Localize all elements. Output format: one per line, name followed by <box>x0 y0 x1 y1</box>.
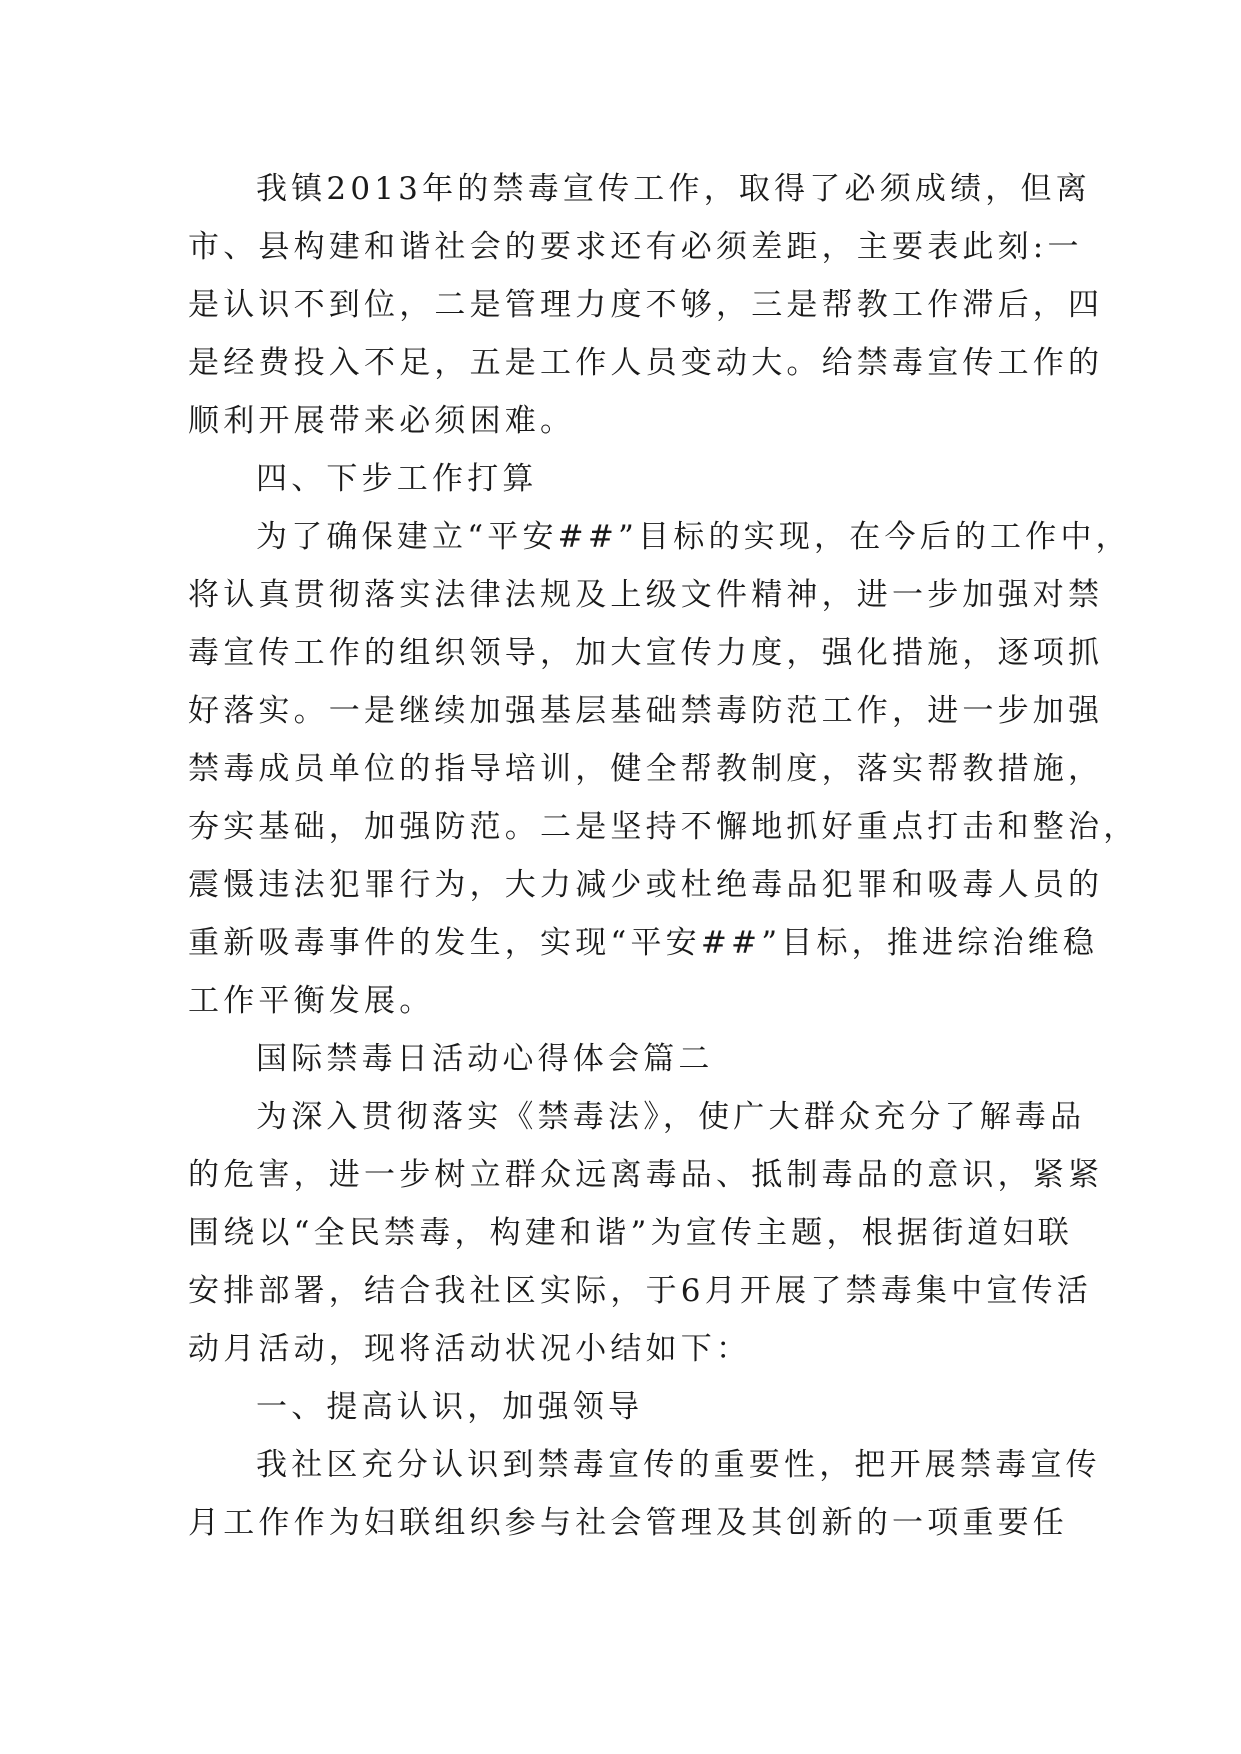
paragraph-line: 动月活动，现将活动状况小结如下： <box>188 1331 752 1367</box>
paragraph-line: 的危害，进一步树立群众远离毒品、抵制毒品的意识，紧紧 <box>188 1157 1104 1193</box>
paragraph-line: 将认真贯彻落实法律法规及上级文件精神，进一步加强对禁 <box>188 577 1104 613</box>
paragraph-line: 我社区充分认识到禁毒宣传的重要性，把开展禁毒宣传 <box>256 1447 1101 1483</box>
paragraph-line: 工作平衡发展。 <box>188 983 435 1019</box>
paragraph-line: 顺利开展带来必须困难。 <box>188 403 576 439</box>
paragraph-line: 是经费投入不足，五是工作人员变动大。给禁毒宣传工作的 <box>188 345 1104 381</box>
paragraph-line: 好落实。一是继续加强基层基础禁毒防范工作，进一步加强 <box>188 693 1104 729</box>
paragraph-line: 为深入贯彻落实《禁毒法》，使广大群众充分了解毒品 <box>256 1099 1086 1135</box>
paragraph-line: 是认识不到位，二是管理力度不够，三是帮教工作滞后，四 <box>188 287 1104 323</box>
paragraph-line: 重新吸毒事件的发生，实现“平安##”目标，推进综治维稳 <box>188 925 1099 961</box>
paragraph-line: 毒宣传工作的组织领导，加大宣传力度，强化措施，逐项抓 <box>188 635 1104 671</box>
section-heading: 一、提高认识，加强领导 <box>256 1389 644 1425</box>
paragraph-line: 月工作作为妇联组织参与社会管理及其创新的一项重要任 <box>188 1505 1068 1541</box>
paragraph-line: 为了确保建立“平安##”目标的实现，在今后的工作中， <box>256 519 1131 555</box>
paragraph-line: 禁毒成员单位的指导培训，健全帮教制度，落实帮教措施， <box>188 751 1104 787</box>
paragraph-line: 市、县构建和谐社会的要求还有必须差距，主要表此刻:一 <box>188 229 1083 265</box>
paragraph-line: 我镇2013年的禁毒宣传工作，取得了必须成绩，但离 <box>256 171 1091 207</box>
paragraph-line: 围绕以“全民禁毒，构建和谐”为宣传主题，根据街道妇联 <box>188 1215 1073 1251</box>
chapter-heading: 国际禁毒日活动心得体会篇二 <box>256 1041 714 1077</box>
paragraph-line: 安排部署，结合我社区实际，于6月开展了禁毒集中宣传活 <box>188 1273 1092 1309</box>
document-body <box>188 160 1139 1552</box>
section-heading: 四、下步工作打算 <box>256 461 538 497</box>
paragraph-line: 震慑违法犯罪行为，大力减少或杜绝毒品犯罪和吸毒人员的 <box>188 867 1104 903</box>
paragraph-line: 夯实基础，加强防范。二是坚持不懈地抓好重点打击和整治， <box>188 809 1139 845</box>
